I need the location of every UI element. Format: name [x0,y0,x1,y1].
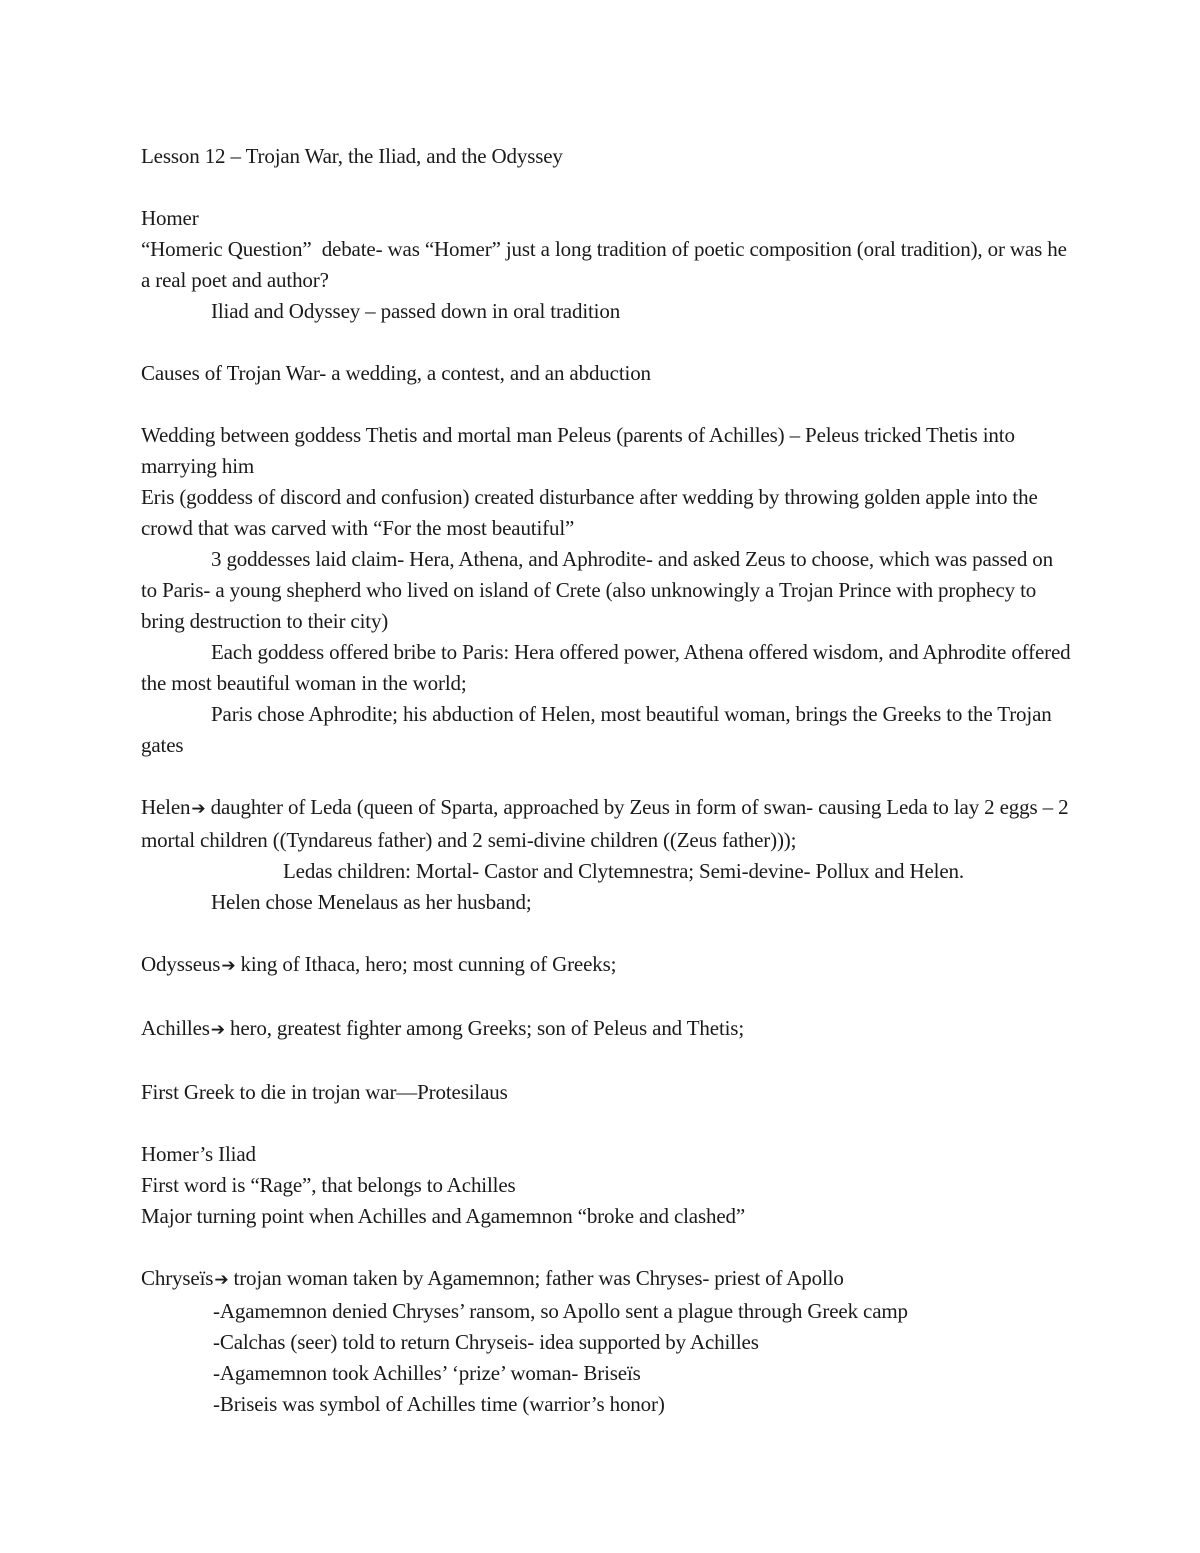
iliad-turning-point: Major turning point when Achilles and Agamemnon “broke and clashed” [141,1204,746,1228]
odysseus-name: Odysseus [141,952,221,976]
achilles-name: Achilles [141,1016,210,1040]
iliad-first-word: First word is “Rage”, that belongs to Achilles [141,1173,516,1197]
bribes-paragraph: Each goddess offered bribe to Paris: Hera offered power, Athena offered wisdom, and Aphrodite offered the most beautiful woman in the world; [141,640,1076,695]
wedding-paragraph: Wedding between goddess Thetis and mortal man Peleus (parents of Achilles) – Peleus tricked Thetis into marrying him [141,423,1020,478]
right-arrow-icon: ➔ [221,956,236,976]
goddesses-claim-paragraph: 3 goddesses laid claim- Hera, Athena, and Aphrodite- and asked Zeus to choose, which was passed on to Paris- a young shepherd who lived on island of Crete (also unknowingly a Trojan Prince with prophecy to bring destruction to their city) [141,547,1059,633]
document-body [141,141,1076,1420]
oral-tradition-note: Iliad and Odyssey – passed down in oral tradition [211,299,621,323]
paris-choice-paragraph: Paris chose Aphrodite; his abduction of Helen, most beautiful woman, brings the Greeks to the Trojan gates [141,702,1057,757]
first-greek-to-die: First Greek to die in trojan war—Protesilaus [141,1080,508,1104]
blank-line [141,172,1071,203]
chryseis-list-item: -Agamemnon denied Chryses’ ransom, so Apollo sent a plague through Greek camp [213,1299,908,1323]
blank-line [141,327,1071,358]
odysseus-entry [141,949,1071,982]
causes-of-war: Causes of Trojan War- a wedding, a contest, and an abduction [141,361,651,385]
right-arrow-icon: ➔ [214,1270,229,1290]
achilles-entry [141,1013,1071,1046]
blank-line [141,1232,1071,1263]
chryseis-description: trojan woman taken by Agamemnon; father was Chryses- priest of Apollo [228,1266,844,1290]
homer-heading: Homer [141,206,199,230]
right-arrow-icon: ➔ [210,1020,225,1040]
chryseis-list-item: -Agamemnon took Achilles’ ‘prize’ woman- Briseïs [213,1361,641,1385]
blank-line [141,1046,1071,1077]
blank-line [141,918,1071,949]
leda-children: Ledas children: Mortal- Castor and Clytemnestra; Semi-devine- Pollux and Helen. [283,859,964,883]
helen-entry [141,792,1074,856]
helen-husband: Helen chose Menelaus as her husband; [211,890,532,914]
helen-description: daughter of Leda (queen of Sparta, approached by Zeus in form of swan- causing Leda to lay 2 eggs – 2 mortal children ((Tyndareus father) and 2 semi-divine children ((Zeus father))); [141,795,1074,852]
chryseis-entry [141,1263,1071,1296]
helen-name: Helen [141,795,191,819]
odysseus-description: king of Ithaca, hero; most cunning of Greeks; [235,952,617,976]
right-arrow-icon: ➔ [191,799,206,819]
blank-line [141,982,1071,1013]
achilles-description: hero, greatest fighter among Greeks; son of Peleus and Thetis; [224,1016,745,1040]
lesson-title: Lesson 12 – Trojan War, the Iliad, and the Odyssey [141,144,563,168]
homeric-question: “Homeric Question” debate- was “Homer” just a long tradition of poetic composition (oral tradition), or was he a real poet and author? [141,237,1072,292]
chryseis-list-item: -Calchas (seer) told to return Chryseis- idea supported by Achilles [213,1330,759,1354]
chryseis-list-item: -Briseis was symbol of Achilles time (warrior’s honor) [213,1392,665,1416]
blank-line [141,1108,1071,1139]
blank-line [141,761,1071,792]
chryseis-name: Chryseïs [141,1266,214,1290]
blank-line [141,389,1071,420]
eris-paragraph: Eris (goddess of discord and confusion) created disturbance after wedding by throwing golden apple into the crowd that was carved with “For the most beautiful” [141,485,1043,540]
iliad-heading: Homer’s Iliad [141,1142,256,1166]
